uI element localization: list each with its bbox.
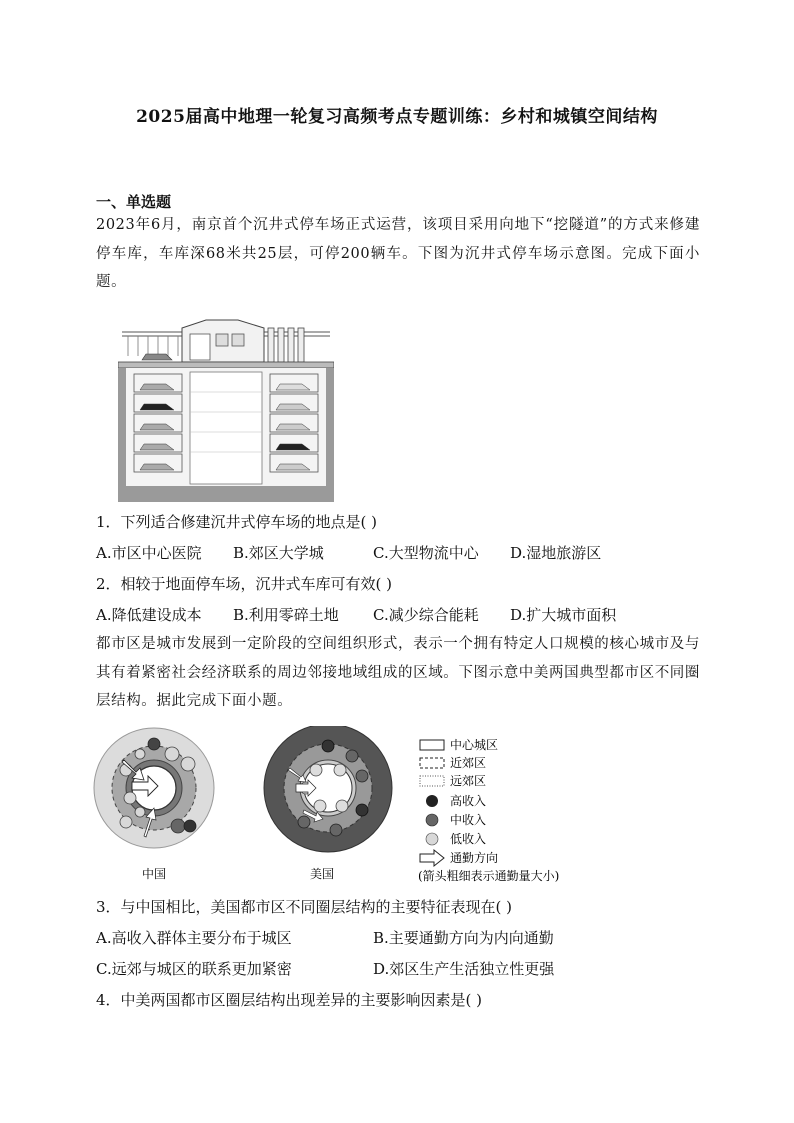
legend-mid: 中收入 [450,813,487,827]
legend-note: (箭头粗细表示通勤量大小) [418,869,560,883]
passage-metro: 都市区是城市发展到一定阶段的空间组织形式，表示一个拥有特定人口规模的核心城市及与其有着紧密社会经济联系的周边邻接地域组成的区域。下图示意中美两国典型都市区不同圈层结构。据此完成下面小题。 [96,636,700,709]
q3-option-d[interactable]: D.郊区生产生活独立性更强 [373,960,555,978]
q1-option-a[interactable]: A.市区中心医院 [96,544,202,562]
question-2-stem: 2．相较于地面停车场，沉井式车库可有效( ) [96,575,393,593]
q1-option-d[interactable]: D.湿地旅游区 [510,544,602,562]
q3-option-a[interactable]: A.高收入群体主要分布于城区 [96,929,292,947]
legend-high: 高收入 [450,794,487,808]
legend-commute: 通勤方向 [450,851,499,865]
legend-city: 中心城区 [450,738,499,752]
usa-diagram [264,726,392,852]
q3-option-c[interactable]: C.远郊与城区的联系更加紧密 [96,960,292,978]
legend [418,737,559,883]
metro-ring-diagram [92,726,592,888]
china-label: 中国 [141,867,167,881]
q3-option-b[interactable]: B.主要通勤方向为内向通勤 [373,929,554,947]
q1-option-c[interactable]: C.大型物流中心 [373,544,479,562]
china-diagram [94,728,214,848]
q2-option-a[interactable]: A.降低建设成本 [96,606,202,624]
parking-garage-diagram [118,318,334,502]
legend-low: 低收入 [450,832,487,846]
q2-option-b[interactable]: B.利用零碎土地 [233,606,339,624]
legend-near: 近郊区 [450,756,487,770]
legend-far: 远郊区 [450,774,487,788]
usa-label: 美国 [309,867,335,881]
q2-option-d[interactable]: D.扩大城市面积 [510,606,617,624]
q2-option-c[interactable]: C.减少综合能耗 [373,606,479,624]
section-heading: 一、单选题 [96,193,172,211]
page-title: 2025届高中地理一轮复习高频考点专题训练：乡村和城镇空间结构 [136,107,658,127]
question-3-stem: 3．与中国相比，美国都市区不同圈层结构的主要特征表现在( ) [96,898,513,916]
question-1-stem: 1．下列适合修建沉井式停车场的地点是( ) [96,513,378,531]
passage-parking: 2023年6月，南京首个沉井式停车场正式运营，该项目采用向地下“挖隧道”的方式来修建停车库，车库深68米共25层，可停200辆车。下图为沉井式停车场示意图。完成下面小题。 [96,217,700,290]
q1-option-b[interactable]: B.郊区大学城 [233,544,324,562]
question-4-stem: 4．中美两国都市区圈层结构出现差异的主要影响因素是( ) [96,991,483,1009]
